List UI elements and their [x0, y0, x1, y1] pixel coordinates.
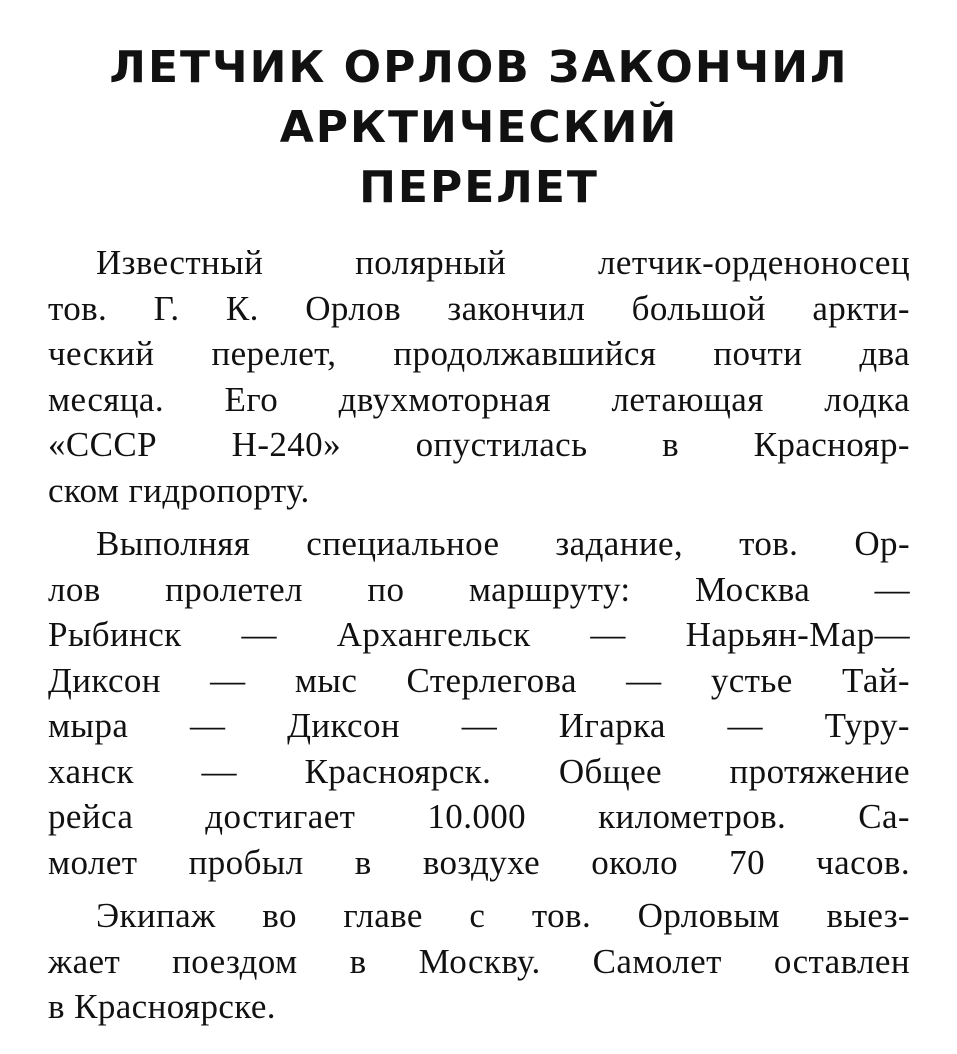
news-article	[48, 38, 910, 1038]
text-line: в Красноярске.	[48, 987, 276, 1026]
text-line: тов. Г. К. Орлов закончил большой аркти-	[48, 288, 910, 328]
text-line: ском гидропорту.	[48, 470, 310, 510]
text-line: «СССР Н-240» опустилась в Краснояр-	[48, 425, 910, 464]
headline	[48, 38, 910, 218]
paragraph-2	[48, 521, 910, 885]
text-line: Выполняя специальное задание, тов. Ор-	[96, 524, 910, 563]
text-line: ческий перелет, продолжавшийся почти два	[48, 334, 910, 373]
headline-line-3: ПЕРЕЛЕТ	[359, 162, 599, 213]
text-line: Диксон — мыс Стерлегова — устье Тай-	[48, 660, 910, 700]
text-line: рейса достигает 10.000 километров. Са-	[48, 797, 910, 836]
paragraph-3	[48, 893, 910, 1030]
headline-line-1: ЛЕТЧИК ОРЛОВ ЗАКОНЧИЛ	[109, 42, 849, 93]
paragraph-1	[48, 240, 910, 513]
headline-line-2: АРКТИЧЕСКИЙ	[279, 102, 679, 153]
text-line: Экипаж во главе с тов. Орловым выез-	[96, 896, 910, 935]
text-line: месяца. Его двухмоторная летающая лодка	[48, 379, 910, 419]
text-line: молет пробыл в воздухе около 70 часов.	[48, 842, 910, 882]
text-line: Известный полярный летчик-орденоносец	[96, 243, 910, 282]
text-line: лов пролетел по маршруту: Москва —	[48, 569, 910, 609]
text-line: жает поездом в Москву. Самолет оставлен	[48, 941, 910, 981]
text-line: Рыбинск — Архангельск — Нарьян-Мар—	[48, 615, 910, 654]
text-line: мыра — Диксон — Игарка — Туру-	[48, 706, 910, 745]
text-line: ханск — Красноярск. Общее протяжение	[48, 751, 910, 791]
